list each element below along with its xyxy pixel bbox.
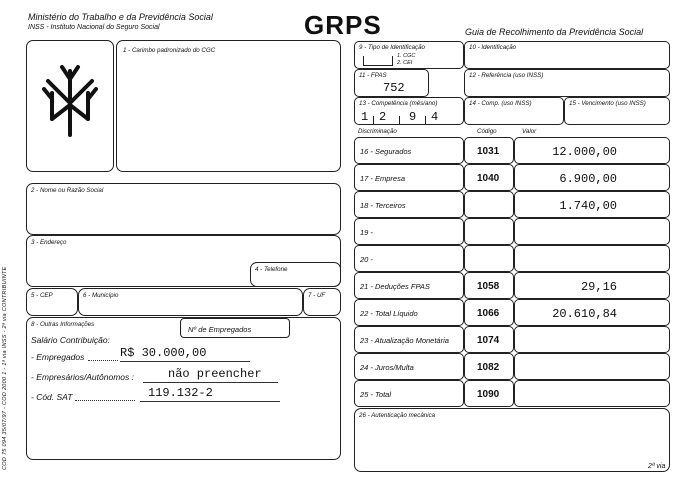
due-date-field[interactable]	[564, 97, 670, 125]
employees-label: - Empregados	[31, 352, 85, 362]
row-label: 22 - Total Líquido	[360, 309, 418, 318]
row-label: 17 - Empresa	[360, 174, 406, 183]
cgc-stamp-field[interactable]	[116, 40, 341, 172]
company-name-field[interactable]	[26, 183, 341, 235]
row-code: 1090	[477, 389, 500, 400]
row-code: 1040	[477, 173, 500, 184]
id-type-field[interactable]	[354, 41, 464, 69]
competence-label: 13 - Competência (mês/ano)	[359, 100, 438, 107]
row-value-cell[interactable]	[514, 137, 670, 164]
copy-number: 2ª via	[648, 463, 666, 470]
guide-title: Guia de Recolhimento da Previdência Social	[465, 27, 644, 37]
row-value-cell[interactable]	[514, 326, 670, 353]
state-label: 7 - UF	[308, 292, 326, 299]
col-discriminacao: Discriminação	[358, 128, 397, 135]
competence-digit-2: 2	[379, 110, 387, 124]
row-code-cell	[464, 299, 514, 326]
reference-field[interactable]	[464, 69, 670, 97]
other-info-label: 8 - Outras Informações	[31, 321, 95, 328]
row-label: 21 - Deduções FPAS	[360, 282, 430, 291]
row-code-cell	[464, 137, 514, 164]
phone-label: 4 - Telefone	[255, 266, 288, 273]
row-label: 25 - Total	[360, 390, 391, 399]
employee-count-box[interactable]	[180, 318, 290, 338]
mechanical-authentication-field	[354, 408, 670, 472]
row-label: 16 - Segurados	[360, 147, 412, 156]
inss-logo-box	[26, 40, 114, 172]
row-value-cell[interactable]	[514, 299, 670, 326]
row-code: 1082	[477, 362, 500, 373]
row-label-cell	[354, 380, 464, 407]
row-label-cell	[354, 137, 464, 164]
form-title: GRPS	[304, 10, 382, 40]
competence-digit-3: 9	[409, 110, 417, 124]
fpas-field[interactable]	[354, 69, 429, 97]
side-print-text: COD 75 094 35/07/97 - COD 2000 1 - 1ª via INSS - 2ª via CONTRIBUINTE	[2, 266, 8, 470]
row-code-cell	[464, 326, 514, 353]
comp-inss-field[interactable]	[464, 97, 564, 125]
cep-field[interactable]	[26, 288, 78, 316]
identification-label: 10 - Identificação	[469, 44, 517, 51]
row-label: 23 - Atualização Monetária	[360, 336, 449, 345]
id-type-checkbox[interactable]	[363, 56, 393, 66]
phone-field[interactable]	[250, 262, 341, 287]
sat-code-value[interactable]: 119.132-2	[148, 386, 213, 400]
row-label: 18 - Terceiros	[360, 201, 406, 210]
row-label-cell	[354, 191, 464, 218]
competence-digit-1: 1	[361, 110, 369, 124]
row-value-cell[interactable]	[514, 353, 670, 380]
company-name-label: 2 - Nome ou Razão Social	[31, 187, 104, 194]
identification-field[interactable]	[464, 41, 670, 69]
institute-name: INSS - Instituto Nacional do Seguro Social	[28, 24, 160, 31]
competence-field[interactable]	[354, 97, 464, 125]
competence-digit-4: 4	[431, 110, 439, 124]
fpas-label: 11 - FPAS	[359, 72, 387, 79]
row-label-cell	[354, 164, 464, 191]
row-code: 1031	[477, 146, 500, 157]
employee-count-label: Nº de Empregados	[188, 325, 252, 334]
row-label-cell	[354, 272, 464, 299]
row-value: 1.740,00	[559, 199, 617, 213]
mechanical-authentication-label: 26 - Autenticação mecânica	[359, 412, 436, 419]
address-label: 3 - Endereço	[31, 239, 67, 246]
row-code: 1074	[477, 335, 500, 346]
row-label-cell	[354, 326, 464, 353]
row-value: 6.900,00	[559, 172, 617, 186]
row-label: 19 -	[360, 228, 373, 237]
row-code-cell	[464, 380, 514, 407]
row-label: 24 - Juros/Multa	[360, 363, 414, 372]
row-value: 12.000,00	[552, 145, 617, 159]
row-label-cell	[354, 245, 464, 272]
row-code-cell	[464, 191, 514, 218]
ministry-name: Ministério do Trabalho e da Previdência Social	[28, 12, 213, 22]
row-code: 1066	[477, 308, 500, 319]
city-field[interactable]	[78, 288, 303, 316]
sat-code-label: - Cód. SAT	[31, 392, 73, 402]
cgc-stamp-label: 1 - Carimbo padronizado do CGC	[123, 47, 216, 54]
row-label-cell	[354, 218, 464, 245]
row-value-cell[interactable]	[514, 380, 670, 407]
autonomos-label: - Empresários/Autônomos :	[31, 372, 134, 382]
row-value-cell[interactable]	[514, 245, 670, 272]
state-field[interactable]	[303, 288, 341, 316]
id-type-option-cei: 2. CEI	[397, 60, 413, 66]
inss-logo-icon	[40, 63, 100, 143]
row-code-cell	[464, 353, 514, 380]
row-value-cell[interactable]	[514, 191, 670, 218]
row-code-cell	[464, 245, 514, 272]
row-label-cell	[354, 299, 464, 326]
row-label-cell	[354, 353, 464, 380]
row-code-cell	[464, 164, 514, 191]
row-value: 29,16	[580, 280, 617, 294]
row-value: 20.610,84	[552, 307, 617, 321]
cep-label: 5 - CEP	[31, 292, 53, 299]
row-value-cell[interactable]	[514, 218, 670, 245]
id-type-option-cgc: 1. CGC	[397, 53, 416, 59]
reference-label: 12 - Referência (uso INSS)	[469, 72, 544, 79]
col-codigo: Código	[477, 128, 497, 135]
row-code-cell	[464, 272, 514, 299]
row-value-cell[interactable]	[514, 164, 670, 191]
row-value-cell[interactable]	[514, 272, 670, 299]
fpas-value: 752	[383, 81, 405, 95]
comp-inss-label: 14 - Comp. (uso INSS)	[469, 100, 532, 107]
row-code-cell	[464, 218, 514, 245]
salary-heading: Salário Contribuição:	[31, 335, 110, 345]
col-valor: Valor	[522, 128, 537, 135]
autonomos-value[interactable]: não preencher	[168, 367, 262, 381]
row-label: 20 -	[360, 255, 373, 264]
employees-value[interactable]: R$ 30.000,00	[120, 346, 207, 360]
city-label: 6 - Município	[83, 292, 119, 299]
row-code: 1058	[477, 281, 500, 292]
id-type-label: 9 - Tipo de Identificação	[359, 44, 425, 51]
due-date-label: 15 - Vencimento (uso INSS)	[569, 100, 646, 107]
